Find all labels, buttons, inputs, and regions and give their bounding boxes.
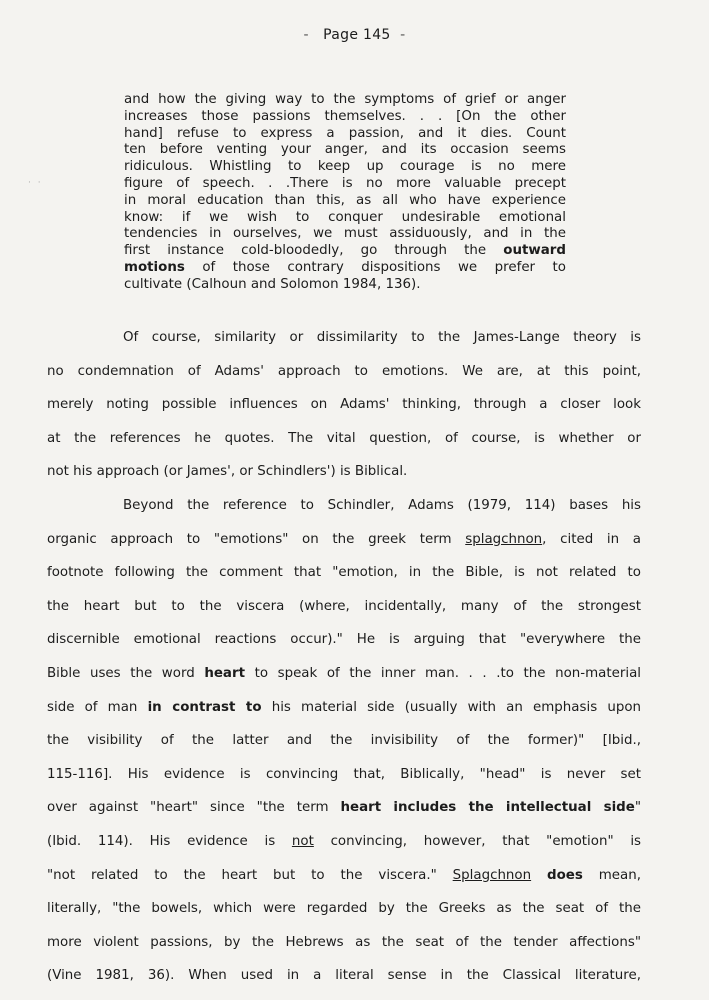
emphasis-does: does [547,867,583,883]
body-text-run: "not related to the heart but to the viscera." [47,867,437,883]
body-text-run: to speak of the inner man. . . .to the non-material [254,665,641,681]
quote-line: figure of speech. . .There is no more valuable precept [124,175,566,191]
body-line: literally, "the bowels, which were regarded by the Greeks as the seat of the [47,901,641,917]
quote-line: in moral education than this, as all who have experience [124,192,566,208]
body-text-run: mean, [598,867,641,883]
quote-text: of those contrary dispositions we prefer to [202,259,566,275]
body-line [47,825,641,859]
body-text-run: , cited in a [542,531,641,547]
body-line: the heart but to the viscera (where, incidentally, many of the strongest [47,598,641,614]
body-line: Beyond the reference to Schindler, Adams (1979, 114) bases his [123,497,641,513]
body-text-run: (Ibid. 114). His evidence is [47,833,276,849]
quote-line: increases those passions themselves. . . [On the other [124,108,566,124]
body-text-run: " [634,800,642,816]
body-line: discernible emotional reactions occur)." He is arguing that "everywhere the [47,632,641,648]
body-line [47,859,641,893]
quote-emphasis-motions: motions [124,259,185,275]
quote-line: tendencies in ourselves, we must assiduously, and in the [124,226,566,242]
page-number: Page 145 [323,27,391,43]
body-line: not his approach (or James', or Schindlers') is Biblical. [47,464,408,480]
body-line [47,791,641,825]
body-line: footnote following the comment that "emotion, in the Bible, is not related to [47,565,641,581]
header-left-mark: - [303,27,309,43]
body-line [47,691,641,725]
term-splagchnon-2: Splagchnon [452,867,532,883]
body-line: at the references he quotes. The vital question, of course, is whether or [47,430,641,446]
emphasis-heart-includes: heart includes the intellectual side [340,800,635,816]
emphasis-not: not [291,833,314,849]
quote-line: cultivate (Calhoun and Solomon 1984, 136). [124,276,421,292]
quote-line: and how the giving way to the symptoms of grief or anger [124,92,566,107]
quote-line: know: if we wish to conquer undesirable emotional [124,209,566,225]
body-text [47,321,641,993]
body-line: Of course, similarity or dissimilarity to the James-Lange theory is [123,330,641,345]
scan-speck: · · [28,178,43,188]
quote-line [124,260,566,277]
body-line [47,657,641,691]
body-line: 115-116]. His evidence is convincing that, Biblically, "head" is never set [47,766,641,782]
body-text-run: over against "heart" since "the term [47,800,329,816]
term-splagchnon: splagchnon [465,531,543,547]
emphasis-in-contrast-to: in contrast to [147,699,262,715]
page-header [0,27,709,43]
body-text-run: convincing, however, that "emotion" is [330,833,642,849]
body-line: (Vine 1981, 36). When used in a literal sense in the Classical literature, [47,968,641,984]
quote-emphasis-outward: outward [503,243,566,259]
quote-text: first instance cold-bloodedly, go through the [124,243,487,259]
body-line: no condemnation of Adams' approach to emotions. We are, at this point, [47,363,641,379]
header-right-mark: - [400,27,406,43]
body-text-run: Bible uses the word [47,665,195,681]
quote-line: hand] refuse to express a passion, and it dies. Count [124,125,566,141]
quote-line: ridiculous. Whistling to keep up courage is no mere [124,159,566,175]
body-line: merely noting possible influences on Adams' thinking, through a closer look [47,397,641,413]
body-text-run: his material side (usually with an emphasis upon [271,699,642,715]
body-line: more violent passions, by the Hebrews as the seat of the tender affections" [47,934,641,950]
body-text-run: organic approach to "emotions" on the greek term [47,531,452,547]
emphasis-heart: heart [204,665,245,681]
body-line [47,523,641,557]
quote-line [124,243,566,260]
quote-line: ten before venting your anger, and its occasion seems [124,142,566,158]
block-quote [124,92,566,294]
body-text-run: side of man [47,699,138,715]
body-line: the visibility of the latter and the invisibility of the former)" [Ibid., [47,733,641,749]
